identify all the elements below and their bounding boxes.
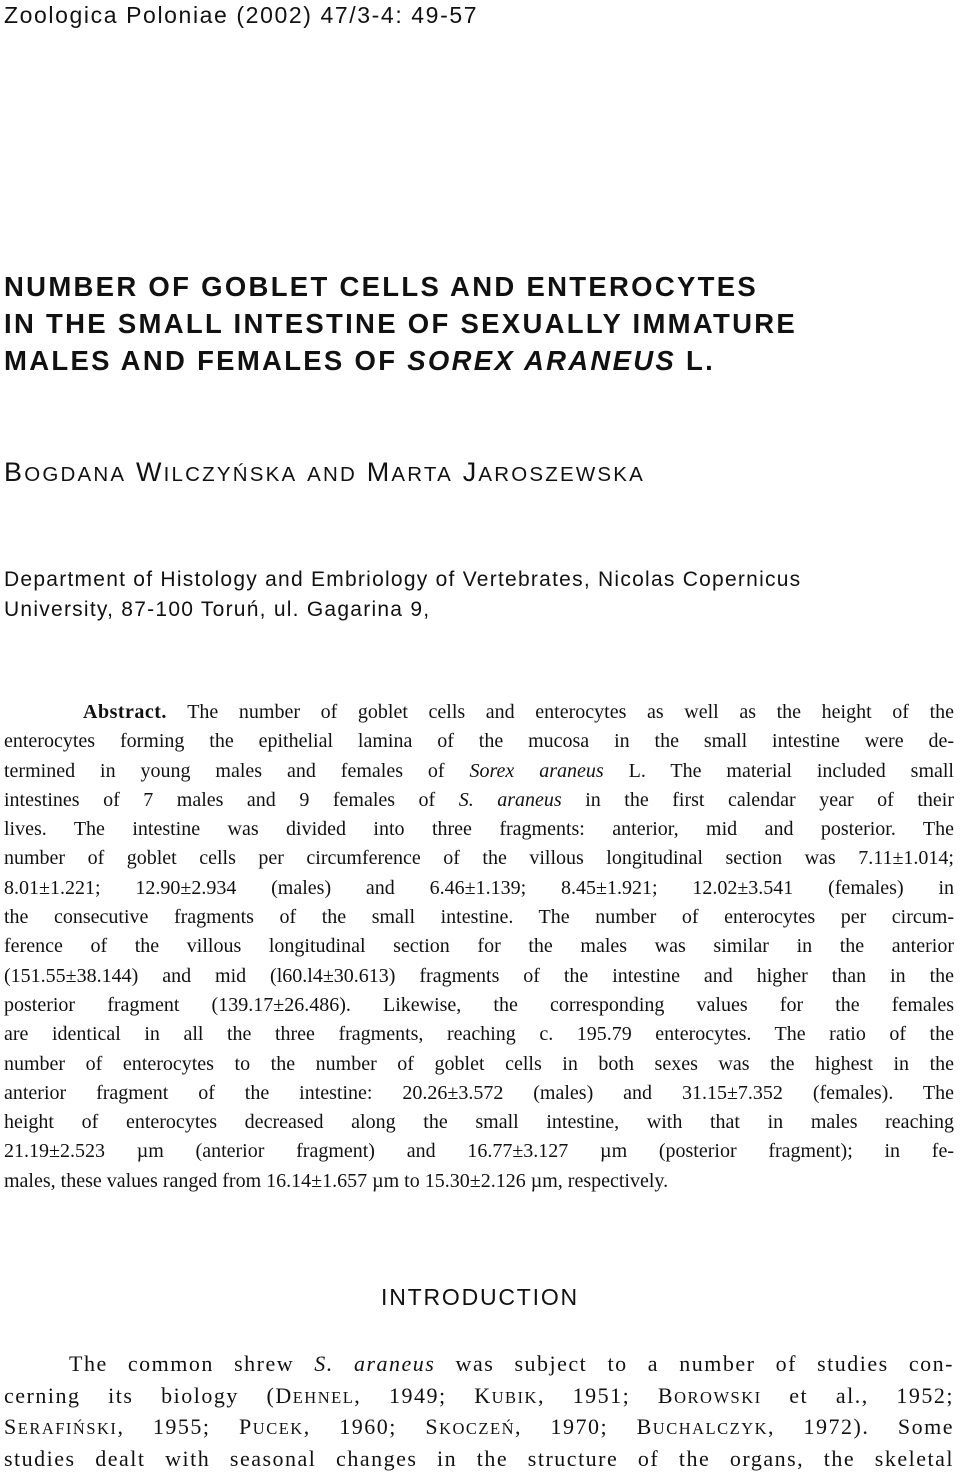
citation-author: KOCZEŃ — [439, 1419, 515, 1438]
abstract-line: (151.55±38.144) and mid (l60.l4±30.613) fragments of the intestine and higher than in the — [4, 962, 954, 991]
citation-initial: S — [425, 1414, 439, 1439]
abstract-line: the consecutive fragments of the small intestine. The number of enterocytes per circum- — [4, 903, 954, 932]
affiliation — [4, 565, 954, 625]
abstract-line: 21.19±2.523 µm (anterior fragment) and 16.77±3.127 µm (posterior fragment); in fe- — [4, 1137, 954, 1166]
title-line-3 — [4, 342, 954, 379]
authors — [4, 455, 645, 492]
journal-citation: Zoologica Poloniae (2002) 47/3-4: 49-57 — [4, 0, 478, 30]
citation-author: UCEK — [253, 1419, 304, 1438]
abstract-heading: Abstract. — [83, 701, 167, 723]
author-2-surname: AROSZEWSKA — [478, 463, 645, 486]
citation-year: , 1951; — [538, 1383, 658, 1408]
abstract-line: height of enterocytes decreased along the small intestine, with that in males reaching — [4, 1108, 954, 1137]
abstract-line: enterocytes forming the epithelial lamina of the mucosa in the small intestine were de- — [4, 727, 954, 756]
species-name: Sorex araneus — [470, 760, 604, 782]
intro-line — [4, 1380, 954, 1412]
author-1-given: OGDANA — [24, 463, 126, 486]
species-name: S. araneus — [459, 789, 562, 811]
citation-initial: B — [658, 1383, 674, 1408]
abstract-text: termined in young males and females of — [4, 760, 470, 782]
citation-year: , 1972). Some — [768, 1414, 954, 1439]
citation-year: , 1960; — [304, 1414, 426, 1439]
species-name: S. araneus — [314, 1351, 435, 1376]
abstract-line: number of goblet cells per circumference of the villous longitudinal section was 7.11±1.014; — [4, 844, 954, 873]
abstract-text: L. The material included small — [604, 760, 954, 782]
citation-author: OROWSKI — [674, 1388, 762, 1407]
citation-year: et al., 1952; — [762, 1383, 954, 1408]
intro-line: studies dealt with seasonal changes in the structure of the organs, the skeletal — [4, 1443, 954, 1474]
title-line-2: IN THE SMALL INTESTINE OF SEXUALLY IMMATURE — [4, 305, 954, 342]
author-2-initial: M — [367, 457, 392, 487]
citation-year: , 1949; — [354, 1383, 474, 1408]
abstract-text: The number of goblet cells and enterocytes as well as the height of the — [167, 701, 954, 723]
intro-text: cerning its biology ( — [4, 1383, 275, 1408]
citation-initial: P — [239, 1414, 253, 1439]
author-1-surname: ILCZYŃSKA — [164, 463, 298, 486]
author-1-surname-initial: W — [136, 457, 164, 487]
citation-initial: S — [4, 1414, 18, 1439]
citation-author: EHNEL — [293, 1388, 355, 1407]
intro-line — [4, 1348, 954, 1380]
abstract-line: posterior fragment (139.17±26.486). Likewise, the corresponding values for the females — [4, 991, 954, 1020]
author-2-given: ARTA — [391, 463, 453, 486]
author-1-initial: B — [4, 457, 24, 487]
citation-author: UBIK — [492, 1388, 538, 1407]
abstract-line — [4, 698, 954, 727]
citation-year: , 1955; — [117, 1414, 239, 1439]
affiliation-line-2: University, 87-100 Toruń, ul. Gagarina 9, — [4, 595, 954, 625]
intro-text: was subject to a number of studies con- — [435, 1351, 954, 1376]
abstract-text: intestines of 7 males and 9 females of — [4, 789, 459, 811]
abstract-line: are identical in all the three fragments, reaching c. 195.79 enterocytes. The ratio of the — [4, 1020, 954, 1049]
abstract-line: ference of the villous longitudinal section for the males was similar in the anterior — [4, 932, 954, 961]
abstract — [4, 698, 954, 1196]
authors-and: AND — [307, 463, 357, 486]
citation-initial: D — [275, 1383, 292, 1408]
intro-text: The common shrew — [69, 1351, 314, 1376]
intro-line — [4, 1411, 954, 1443]
abstract-line — [4, 786, 954, 815]
citation-year: , 1970; — [515, 1414, 637, 1439]
title-end: L. — [676, 345, 715, 376]
abstract-line: 8.01±1.221; 12.90±2.934 (males) and 6.46±1.139; 8.45±1.921; 12.02±3.541 (females) in — [4, 874, 954, 903]
title-species: SOREX ARANEUS — [407, 345, 676, 376]
abstract-line: lives. The intestine was divided into three fragments: anterior, mid and posterior. The — [4, 815, 954, 844]
article-title — [4, 268, 954, 379]
citation-initial: B — [637, 1414, 653, 1439]
affiliation-line-1: Department of Histology and Embriology of Vertebrates, Nicolas Copernicus — [4, 565, 954, 595]
abstract-line: males, these values ranged from 16.14±1.657 µm to 15.30±2.126 µm, respectively. — [4, 1167, 954, 1196]
section-heading-introduction: INTRODUCTION — [0, 1282, 960, 1312]
introduction-body — [4, 1348, 954, 1474]
author-2-surname-initial: J — [463, 457, 479, 487]
title-line-3-text: MALES AND FEMALES OF — [4, 345, 407, 376]
citation-initial: K — [474, 1383, 491, 1408]
abstract-line: anterior fragment of the intestine: 20.26±3.572 (males) and 31.15±7.352 (females). The — [4, 1079, 954, 1108]
title-line-1: NUMBER OF GOBLET CELLS AND ENTEROCYTES — [4, 268, 954, 305]
citation-author: ERAFIŃSKI — [18, 1419, 118, 1438]
citation-author: UCHALCZYK — [653, 1419, 768, 1438]
abstract-line — [4, 757, 954, 786]
abstract-text: in the first calendar year of their — [562, 789, 954, 811]
abstract-line: number of enterocytes to the number of goblet cells in both sexes was the highest in the — [4, 1050, 954, 1079]
